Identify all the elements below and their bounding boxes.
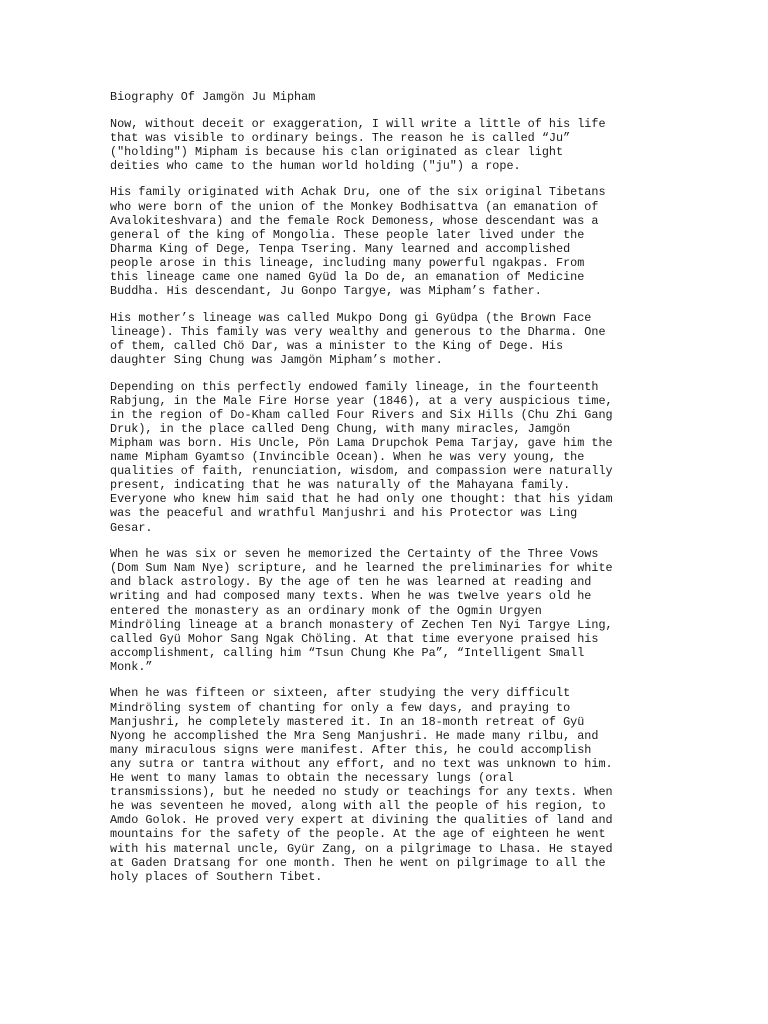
- text-line: Mindröling system of chanting for only a few days, and praying to: [110, 700, 571, 715]
- text-line: daughter Sing Chung was Jamgön Mipham’s mother.: [110, 353, 443, 367]
- text-line: Amdo Golok. He proved very expert at divining the qualities of land and: [110, 813, 613, 828]
- text-line: mountains for the safety of the people. At the age of eighteen he went: [110, 827, 606, 842]
- text-line: people arose in this lineage, including many powerful ngakpas. From: [110, 255, 585, 270]
- text-line: entered the monastery as an ordinary monk of the Ogmin Urgyen: [110, 603, 542, 618]
- text-line: Monk.”: [110, 659, 153, 674]
- text-line: that was visible to ordinary beings. The reason he is called “Ju”: [110, 130, 571, 145]
- text-line: Mipham was born. His Uncle, Pön Lama Drupchok Pema Tarjay, gave him the: [110, 435, 613, 450]
- paragraph: [110, 311, 658, 367]
- text-line: Now, without deceit or exaggeration, I will write a little of his life: [110, 116, 606, 131]
- text-line: with his maternal uncle, Gyür Zang, on a pilgrimage to Lhasa. He stayed: [110, 841, 613, 856]
- text-line: Avalokiteshvara) and the female Rock Demoness, whose descendant was a: [110, 213, 599, 228]
- text-line: His mother’s lineage was called Mukpo Dong gi Gyüdpa (the Brown Face: [110, 310, 592, 325]
- text-line: general of the king of Mongolia. These people later lived under the: [110, 227, 585, 242]
- text-line: writing and had composed many texts. When he was twelve years old he: [110, 589, 592, 604]
- text-line: He went to many lamas to obtain the necessary lungs (oral: [110, 771, 514, 786]
- text-line: any sutra or tantra without any effort, and no text was unknown to him.: [110, 756, 613, 771]
- text-line: Gesar.: [110, 520, 153, 535]
- text-line: many miraculous signs were manifest. After this, he could accomplish: [110, 742, 592, 757]
- text-line: Manjushri, he completely mastered it. In an 18-month retreat of Gyü: [110, 714, 585, 729]
- text-line: at Gaden Dratsang for one month. Then he went on pilgrimage to all the: [110, 855, 606, 870]
- document-title: Biography Of Jamgön Ju Mipham: [110, 90, 316, 104]
- paragraph: [110, 117, 658, 173]
- text-line: in the region of Do-Kham called Four Rivers and Six Hills (Chu Zhi Gang: [110, 407, 613, 422]
- paragraph: [110, 686, 658, 883]
- text-line: (Dom Sum Nam Nye) scripture, and he learned the preliminaries for white: [110, 561, 613, 576]
- text-line: ("holding") Mipham is because his clan originated as clear light: [110, 144, 564, 159]
- text-line: Rabjung, in the Male Fire Horse year (1846), at a very auspicious time,: [110, 393, 613, 408]
- text-line: name Mipham Gyamtso (Invincible Ocean). When he was very young, the: [110, 450, 585, 465]
- paragraph: [110, 547, 658, 674]
- text-line: deities who came to the human world holding ("ju") a rope.: [110, 158, 521, 173]
- text-line: accomplishment, calling him “Tsun Chung Khe Pa”, “Intelligent Small: [110, 645, 585, 660]
- text-line: Everyone who knew him said that he had only one thought: that his yidam: [110, 492, 613, 507]
- text-line: he was seventeen he moved, along with all the people of his region, to: [110, 799, 606, 814]
- text-line: present, indicating that he was naturally of the Mahayana family.: [110, 478, 571, 493]
- text-line: When he was six or seven he memorized the Certainty of the Three Vows: [110, 547, 599, 562]
- text-line: of them, called Chö Dar, was a minister to the King of Dege. His: [110, 338, 564, 353]
- text-line: was the peaceful and wrathful Manjushri and his Protector was Ling: [110, 506, 578, 521]
- paragraph: [110, 380, 658, 535]
- text-line: qualities of faith, renunciation, wisdom, and compassion were naturally: [110, 464, 613, 479]
- text-line: His family originated with Achak Dru, one of the six original Tibetans: [110, 185, 606, 200]
- text-line: called Gyü Mohor Sang Ngak Chöling. At that time everyone praised his: [110, 631, 599, 646]
- text-line: Nyong he accomplished the Mra Seng Manjushri. He made many rilbu, and: [110, 728, 599, 743]
- text-line: who were born of the union of the Monkey Bodhisattva (an emanation of: [110, 199, 599, 214]
- text-line: holy places of Southern Tibet.: [110, 869, 323, 884]
- text-line: and black astrology. By the age of ten he was learned at reading and: [110, 575, 592, 590]
- text-line: Dharma King of Dege, Tenpa Tsering. Many learned and accomplished: [110, 241, 571, 256]
- text-line: lineage). This family was very wealthy and generous to the Dharma. One: [110, 324, 606, 339]
- text-line: transmissions), but he needed no study or teachings for any texts. When: [110, 785, 613, 800]
- document-page: [110, 90, 658, 896]
- text-line: When he was fifteen or sixteen, after studying the very difficult: [110, 686, 571, 701]
- text-line: Mindröling lineage at a branch monastery of Zechen Ten Nyi Targye Ling,: [110, 617, 613, 632]
- text-line: Buddha. His descendant, Ju Gonpo Targye, was Mipham’s father.: [110, 284, 542, 299]
- text-line: Depending on this perfectly endowed family lineage, in the fourteenth: [110, 379, 599, 394]
- text-line: Druk), in the place called Deng Chung, with many miracles, Jamgön: [110, 421, 571, 436]
- paragraph: [110, 185, 658, 298]
- text-line: this lineage came one named Gyüd la Do de, an emanation of Medicine: [110, 270, 585, 285]
- document-body: [110, 117, 658, 884]
